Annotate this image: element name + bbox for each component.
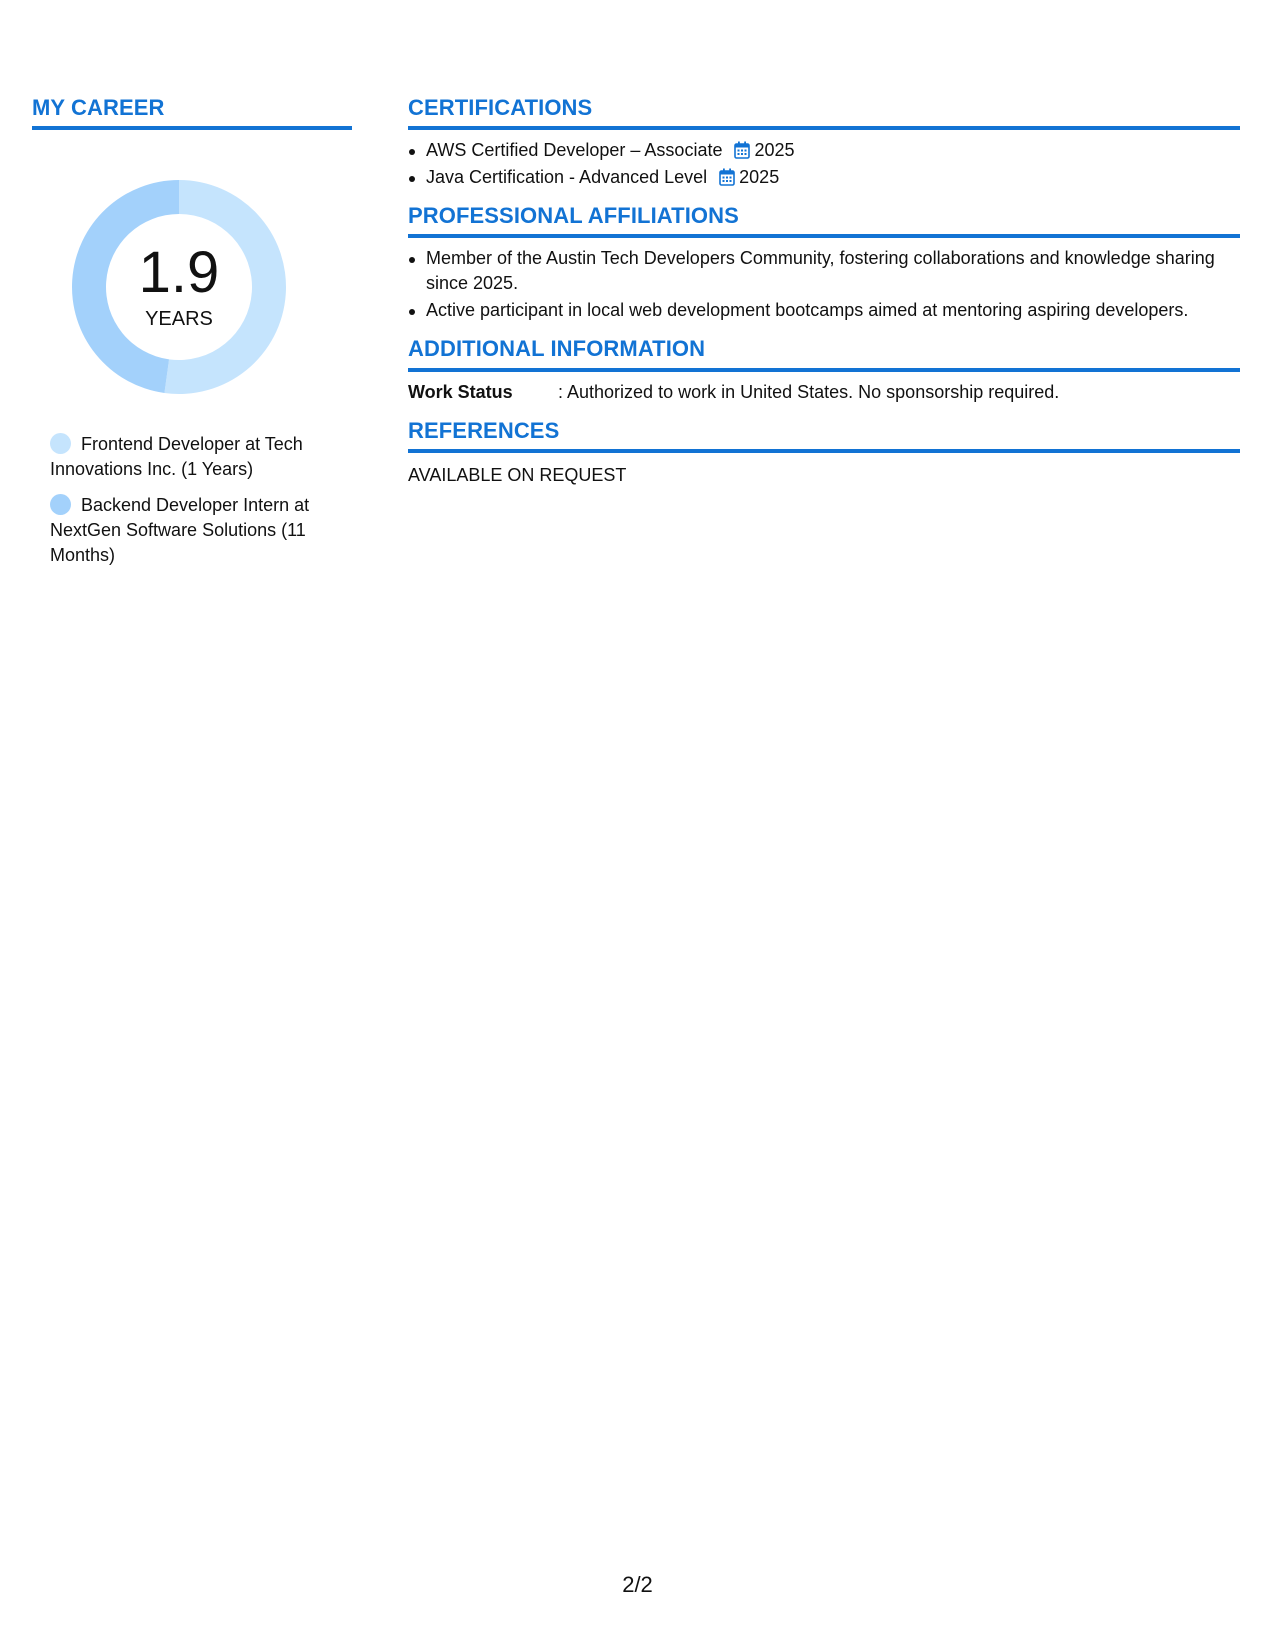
legend-item-backend [50, 493, 352, 568]
references-title: REFERENCES [408, 419, 1240, 453]
work-status-value: : Authorized to work in United States. No sponsorship required. [558, 381, 1060, 402]
career-title: MY CAREER [32, 96, 352, 130]
work-status-label: Work Status [408, 381, 513, 402]
certification-name: Java Certification - Advanced Level [426, 167, 708, 188]
certification-year: 2025 [739, 167, 780, 188]
certifications-title: CERTIFICATIONS [408, 96, 1240, 130]
references-text: AVAILABLE ON REQUEST [408, 464, 627, 485]
donut-center [66, 174, 292, 400]
legend-label: Backend Developer Intern at NextGen Software Solutions (11 Months) [50, 495, 310, 566]
calendar-icon [719, 168, 735, 186]
legend-item-frontend [50, 432, 352, 482]
career-column [32, 96, 352, 579]
career-total-unit: YEARS [145, 307, 213, 330]
page-number: 2/2 [622, 1572, 653, 1597]
affiliation-item: Member of the Austin Tech Developers Community, fostering collaborations and knowledge sharing since 2025. [408, 246, 1240, 296]
details-column [408, 96, 1240, 502]
legend-dot-icon [50, 494, 71, 515]
work-status-row [408, 380, 1240, 405]
calendar-icon [734, 141, 750, 159]
affiliations-section [408, 204, 1240, 323]
certifications-list [408, 138, 1240, 190]
career-total-value: 1.9 [138, 239, 220, 305]
certification-year: 2025 [754, 140, 795, 161]
references-section [408, 419, 1240, 488]
legend-label: Frontend Developer at Tech Innovations Inc. (1 Years) [50, 434, 303, 480]
additional-info-title: ADDITIONAL INFORMATION [408, 337, 1240, 371]
affiliations-title: PROFESSIONAL AFFILIATIONS [408, 204, 1240, 238]
certification-name: AWS Certified Developer – Associate [426, 140, 723, 161]
legend-dot-icon [50, 433, 71, 454]
additional-info-section [408, 337, 1240, 404]
certification-item [408, 165, 1240, 190]
affiliations-list [408, 246, 1240, 323]
career-donut-chart [66, 174, 292, 400]
career-legend [32, 432, 352, 568]
certification-item [408, 138, 1240, 163]
affiliation-item: Active participant in local web development bootcamps aimed at mentoring aspiring developers. [408, 298, 1240, 323]
certifications-section [408, 96, 1240, 190]
